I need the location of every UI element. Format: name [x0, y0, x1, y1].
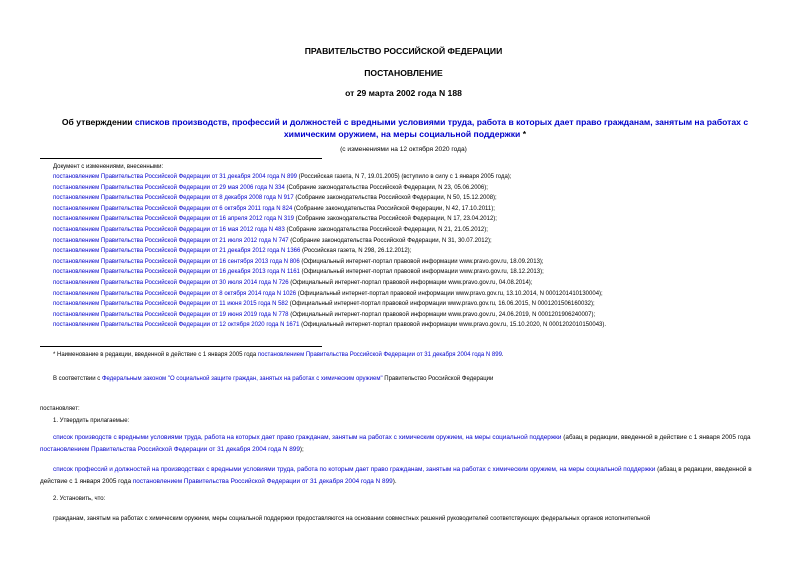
- list-1-link[interactable]: список производств с вредными условиями труда, работа на которых дает право гражданам, занятым на работах с химическим оружием, на меры социальной поддержки: [53, 434, 562, 441]
- change-note: (Официальный интернет-портал правовой информации www.pravo.gov.ru, 13.10.2014, N 0001201410130004);: [296, 290, 603, 297]
- change-item: [53, 193, 497, 204]
- change-link[interactable]: постановлением Правительства Российской Федерации от 21 декабря 2012 года N 1366: [53, 248, 301, 255]
- footnote-end: .: [501, 352, 504, 358]
- change-note: (Собрание законодательства Российской Федерации, N 31, 30.07.2012);: [288, 237, 492, 244]
- change-link[interactable]: постановлением Правительства Российской Федерации от 16 сентября 2013 года N 806: [53, 258, 300, 265]
- change-item: [53, 257, 544, 268]
- change-item: [53, 246, 411, 257]
- change-item: [53, 278, 532, 289]
- changes-intro: Документ с изменениями, внесенными:: [53, 164, 164, 170]
- change-note: (Официальный интернет-портал правовой информации www.pravo.gov.ru, 18.12.2013);: [299, 269, 544, 276]
- list-2-paragraph: [40, 464, 770, 487]
- footnote-link[interactable]: постановлением Правительства Российской Федерации от 31 декабря 2004 года N 899: [257, 352, 502, 358]
- document-title: [40, 116, 770, 140]
- title-link[interactable]: списков производств, профессий и должностей с вредными условиями труда, работа в которых дает право гражданам, занятым на работах с химическим оружием, на меры социальной поддержки: [134, 117, 749, 139]
- change-item: [53, 310, 595, 321]
- basis-prefix: В соответствии с: [53, 376, 102, 382]
- change-item: [53, 236, 492, 247]
- footnote: [53, 350, 504, 361]
- change-item: [53, 225, 488, 236]
- change-note: (Собрание законодательства Российской Федерации, N 21, 21.05.2012);: [284, 227, 488, 233]
- list-2-link[interactable]: список профессий и должностей на производствах с вредными условиями труда, работа по которым дает право гражданам, занятым на работах с химическим оружием, на меры социальной поддержки: [53, 466, 656, 473]
- change-link[interactable]: постановлением Правительства Российской Федерации от 30 июля 2014 года N 726: [53, 280, 289, 286]
- footnote-text: * Наименование в редакции, введенной в действие с 1 января 2005 года: [53, 352, 258, 358]
- list-1-mid: (абзац в редакции, введенной в действие с 1 января 2005 года: [561, 434, 751, 441]
- edition-note: (с изменениями на 12 октября 2020 года): [340, 146, 467, 153]
- change-item: [53, 267, 544, 278]
- change-link[interactable]: постановлением Правительства Российской Федерации от 29 мая 2006 года N 334: [53, 184, 285, 191]
- change-note: (Официальный интернет-портал правовой информации www.pravo.gov.ru, 16.06.2015, N 0001201506160032);: [288, 301, 595, 308]
- title-prefix: Об утверждении: [61, 117, 135, 127]
- change-item: [53, 299, 595, 310]
- change-item: [53, 320, 606, 331]
- change-link[interactable]: постановлением Правительства Российской Федерации от 16 декабря 2013 года N 1161: [53, 269, 300, 276]
- change-link[interactable]: постановлением Правительства Российской Федерации от 16 апреля 2012 года N 319: [53, 216, 294, 223]
- change-note: (Собрание законодательства Российской Федерации, N 23, 05.06.2006);: [284, 184, 488, 191]
- changes-separator: [40, 158, 322, 159]
- change-item: [53, 214, 497, 225]
- change-link[interactable]: постановлением Правительства Российской Федерации от 6 октября 2011 года N 824: [53, 205, 293, 212]
- decides-text: постановляет:: [40, 406, 80, 412]
- change-item: [53, 204, 495, 215]
- change-note: (Официальный интернет-портал правовой информации www.pravo.gov.ru, 04.08.2014);: [288, 280, 533, 286]
- change-item: [53, 289, 603, 300]
- change-link[interactable]: постановлением Правительства Российской Федерации от 16 мая 2012 года N 483: [53, 227, 285, 233]
- change-note: (Официальный интернет-портал правовой информации www.pravo.gov.ru, 15.10.2020, N 0001202010150043).: [299, 322, 607, 329]
- change-link[interactable]: постановлением Правительства Российской Федерации от 19 июня 2019 года N 778: [53, 311, 289, 318]
- list-1-source-link[interactable]: постановлением Правительства Российской Федерации от 31 декабря 2004 года N 899: [40, 445, 300, 453]
- change-note: (Собрание законодательства Российской Федерации, N 50, 15.12.2008);: [293, 195, 497, 202]
- government-heading: ПРАВИТЕЛЬСТВО РОССИЙСКОЙ ФЕДЕРАЦИИ: [304, 46, 503, 56]
- change-link[interactable]: постановлением Правительства Российской Федерации от 31 декабря 2004 года N 899: [53, 174, 297, 180]
- change-note: (Официальный интернет-портал правовой информации www.pravo.gov.ru, 18.09.2013);: [299, 258, 544, 265]
- item-2-text: гражданам, занятым на работах с химическим оружием, меры социальной поддержки предоставляются на основании совместных решений руководителей соответствующих федеральных органов исполнительной: [53, 516, 651, 522]
- list-2-mid: (абзац в редакции, введенной в действие с 1 января 2005 года: [40, 466, 752, 485]
- change-link[interactable]: постановлением Правительства Российской Федерации от 21 июля 2012 года N 747: [53, 237, 289, 244]
- change-note: (Российская газета, N 7, 19.01.2005) (вступило в силу с 1 января 2005 года);: [297, 174, 512, 180]
- change-link[interactable]: постановлением Правительства Российской Федерации от 12 октября 2020 года N 1671: [53, 322, 300, 329]
- item-1: 1. Утвердить прилагаемые:: [53, 418, 130, 424]
- change-note: (Собрание законодательства Российской Федерации, N 17, 23.04.2012);: [293, 216, 497, 223]
- basis-paragraph: [53, 374, 493, 385]
- change-note: (Собрание законодательства Российской Федерации, N 42, 17.10.2011);: [292, 205, 495, 212]
- list-1-paragraph: [40, 432, 770, 455]
- change-item: [53, 172, 511, 183]
- document-type: ПОСТАНОВЛЕНИЕ: [364, 68, 443, 78]
- change-link[interactable]: постановлением Правительства Российской Федерации от 8 октября 2014 года N 1026: [53, 290, 297, 297]
- change-note: (Российская газета, N 298, 26.12.2012);: [300, 248, 412, 255]
- change-link[interactable]: постановлением Правительства Российской Федерации от 8 декабря 2008 года N 917: [53, 195, 294, 202]
- basis-suffix: Правительство Российской Федерации: [382, 376, 494, 382]
- federal-law-link[interactable]: Федеральным законом "О социальной защите граждан, занятых на работах с химическим оружием": [101, 376, 383, 382]
- footnote-separator: [40, 346, 322, 347]
- list-2-source-link[interactable]: постановлением Правительства Российской Федерации от 31 декабря 2004 года N 899: [132, 477, 393, 485]
- change-item: [53, 183, 488, 194]
- document-date: от 29 марта 2002 года N 188: [345, 88, 462, 98]
- list-1-end: );: [299, 445, 304, 453]
- title-footnote-mark: *: [520, 129, 527, 139]
- change-note: (Официальный интернет-портал правовой информации www.pravo.gov.ru, 24.06.2019, N 0001201906240007);: [288, 311, 596, 318]
- list-2-end: ).: [392, 477, 397, 485]
- change-link[interactable]: постановлением Правительства Российской Федерации от 11 июня 2015 года N 582: [53, 301, 289, 308]
- item-2: 2. Установить, что:: [53, 496, 106, 502]
